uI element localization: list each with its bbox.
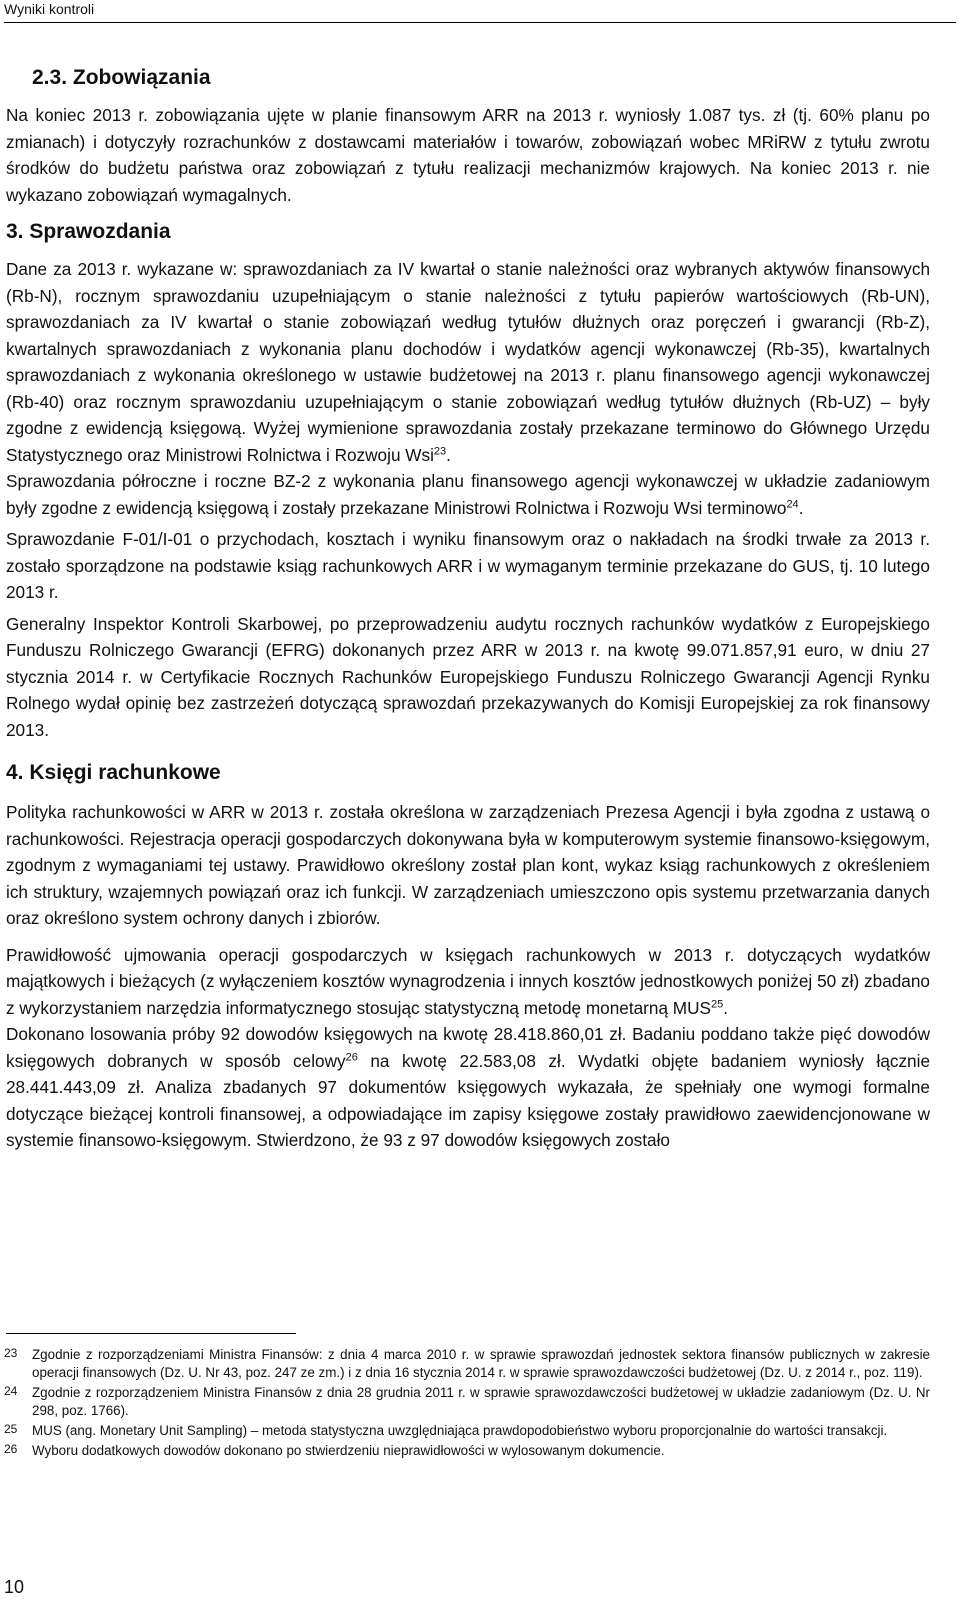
paragraph-ksiegi-2 xyxy=(6,942,930,1022)
paragraph-sprawozdania-2 xyxy=(6,468,930,521)
footnote-number: 23 xyxy=(4,1346,18,1360)
footnote-ref-26[interactable]: 26 xyxy=(345,1050,358,1063)
paragraph-text: Prawidłowość ujmowania operacji gospodarczych w księgach rachunkowych w 2013 r. dotyczących wydatków majątkowych i bieżących (z wyłączeniem kosztów wynagrodzenia i innych kosztów jednostkowych poniżej 50 zł) zbadano z wykorzystaniem narzędzia informatycznego stosując statystyczną metodę monetarną MUS xyxy=(6,944,930,1018)
footnote-ref-23[interactable]: 23 xyxy=(433,444,447,457)
footnote-ref-24[interactable]: 24 xyxy=(786,497,799,510)
paragraph-end: . xyxy=(798,497,804,518)
footnotes xyxy=(4,1346,930,1462)
section-heading-4: 4. Księgi rachunkowe xyxy=(6,761,221,784)
footnote-number: 25 xyxy=(4,1422,18,1436)
section-heading-3: 3. Sprawozdania xyxy=(6,220,171,243)
footnote-number: 26 xyxy=(4,1442,18,1456)
section-heading-2-3: 2.3. Zobowiązania xyxy=(32,66,211,89)
footnote-23 xyxy=(4,1346,930,1382)
paragraph-end: . xyxy=(446,444,451,465)
running-header-title: Wyniki kontroli xyxy=(4,1,95,17)
paragraph-ksiegi-3 xyxy=(6,1021,930,1154)
page-content xyxy=(6,64,930,1154)
footnote-text: MUS (ang. Monetary Unit Sampling) – metoda statystyczna uwzględniająca prawdopodobieństwo wyboru proporcjonalnie do wartości transakcji. xyxy=(32,1423,888,1438)
paragraph-zobowiazania: Na koniec 2013 r. zobowiązania ujęte w planie finansowym ARR na 2013 r. wyniosły 1.087 tys. zł (tj. 60% planu po zmianach) i dotyczyły rozrachunków z dostawcami materiałów i towarów, zobowiązań wobec MRiRW z tytułu zwrotu środków do budżetu państwa oraz zobowiązań z tytułu realizacji mechanizmów krajowych. Na koniec 2013 r. nie wykazano zobowiązań wymagalnych. xyxy=(6,105,930,205)
footnote-26 xyxy=(4,1442,930,1460)
footnote-text: Zgodnie z rozporządzeniami Ministra Finansów: z dnia 4 marca 2010 r. w sprawie sprawozdań jednostek sektora finansów publicznych w zakresie operacji finansowych (Dz. U. Nr 43, poz. 247 ze zm.) i z dnia 16 stycznia 2014 r. w sprawie sprawozdawczości budżetowej (Dz. U. z 2014 r., poz. 119). xyxy=(32,1347,930,1380)
running-header xyxy=(4,0,956,23)
paragraph-text-cont: na kwotę 22.583,08 zł. Wydatki objęte badaniem wyniosły łącznie 28.441.443,09 zł. Analiza zbadanych 97 dokumentów księgowych wykazała, że spełniały one wymogi formalne dotyczące bieżącej kontroli finansowej, a odpowiadające im zapisy księgowe zostały prawidłowo zaewidencjonowane w systemie finansowo-księgowym. Stwierdzono, że 93 z 97 dowodów księgowych zostało xyxy=(6,1050,930,1150)
footnote-24 xyxy=(4,1384,930,1420)
paragraph-end: . xyxy=(723,997,729,1018)
paragraph-sprawozdania-1 xyxy=(6,256,930,468)
footnote-text: Zgodnie z rozporządzeniem Ministra Finansów z dnia 28 grudnia 2011 r. w sprawie sprawozdawczości budżetowej w układzie zadaniowym (Dz. U. Nr 298, poz. 1766). xyxy=(32,1385,930,1418)
paragraph-text: Dane za 2013 r. wykazane w: sprawozdaniach za IV kwartał o stanie należności oraz wybranych aktywów finansowych (Rb-N), rocznym sprawozdaniu uzupełniającym o stanie należności z tytułu papierów wartościowych (Rb-UN), sprawozdaniach za IV kwartał o stanie zobowiązań według tytułów dłużnych oraz poręczeń i gwarancji (Rb-Z), kwartalnych sprawozdaniach z wykonania planu dochodów i wydatków agencji wykonawczej (Rb-35), kwartalnych sprawozdaniach z wykonania określonego w ustawie budżetowej na 2013 r. planu finansowego agencji wykonawczej (Rb-40) oraz rocznym sprawozdaniu uzupełniającym o stanie zobowiązań według tytułów dłużnych (Rb-UZ) – były zgodne z ewidencją księgową. Wyżej wymienione sprawozdania zostały przekazane terminowo do Głównego Urzędu Statystycznego oraz Ministrowi Rolnictwa i Rozwoju Wsi xyxy=(6,259,930,465)
paragraph-sprawozdania-3: Sprawozdanie F-01/I-01 o przychodach, kosztach i wyniku finansowym oraz o nakładach na środki trwałe za 2013 r. zostało sporządzone na podstawie ksiąg rachunkowych ARR i w wymaganym terminie przekazane do GUS, tj. 10 lutego 2013 r. xyxy=(6,529,930,602)
paragraph-ksiegi-1: Polityka rachunkowości w ARR w 2013 r. została określona w zarządzeniach Prezesa Agencji i była zgodna z ustawą o rachunkowości. Rejestracja operacji gospodarczych dokonywana była w komputerowym systemie finansowo-księgowym, zgodnym z wymaganiami tej ustawy. Prawidłowo określony został plan kont, wykaz ksiąg rachunkowych z określeniem ich struktury, wzajemnych powiązań oraz ich funkcji. W zarządzeniach umieszczono opis systemu przetwarzania danych oraz określono system ochrony danych i zbiorów. xyxy=(6,802,930,928)
footnote-text: Wyboru dodatkowych dowodów dokonano po stwierdzeniu nieprawidłowości w wylosowanym dokumencie. xyxy=(32,1443,665,1458)
paragraph-sprawozdania-4: Generalny Inspektor Kontroli Skarbowej, po przeprowadzeniu audytu rocznych rachunków wydatków z Europejskiego Funduszu Rolniczego Gwarancji (EFRG) dokonanych przez ARR w 2013 r. na kwotę 99.071.857,91 euro, w dniu 27 stycznia 2014 r. w Certyfikacie Rocznych Rachunków Europejskiego Funduszu Rolniczego Gwarancji Agencji Rynku Rolnego wydał opinię bez zastrzeżeń dotyczącą sprawozdań przekazywanych do Komisji Europejskiej za rok finansowy 2013. xyxy=(6,613,930,740)
footnote-separator xyxy=(6,1333,296,1334)
footnote-ref-25[interactable]: 25 xyxy=(710,997,724,1010)
paragraph-text: Sprawozdania półroczne i roczne BZ-2 z wykonania planu finansowego agencji wykonawczej w układzie zadaniowym były zgodne z ewidencją księgową i zostały przekazane Ministrowi Rolnictwa i Rozwoju Wsi terminowo xyxy=(6,471,930,518)
page-number: 10 xyxy=(4,1577,25,1597)
footnote-25 xyxy=(4,1422,930,1440)
paragraph-text: Dokonano losowania próby 92 dowodów księgowych na kwotę 28.418.860,01 zł. Badaniu poddano także pięć dowodów księgowych dobranych w sposób celowy xyxy=(6,1024,930,1071)
footnote-number: 24 xyxy=(4,1384,18,1398)
